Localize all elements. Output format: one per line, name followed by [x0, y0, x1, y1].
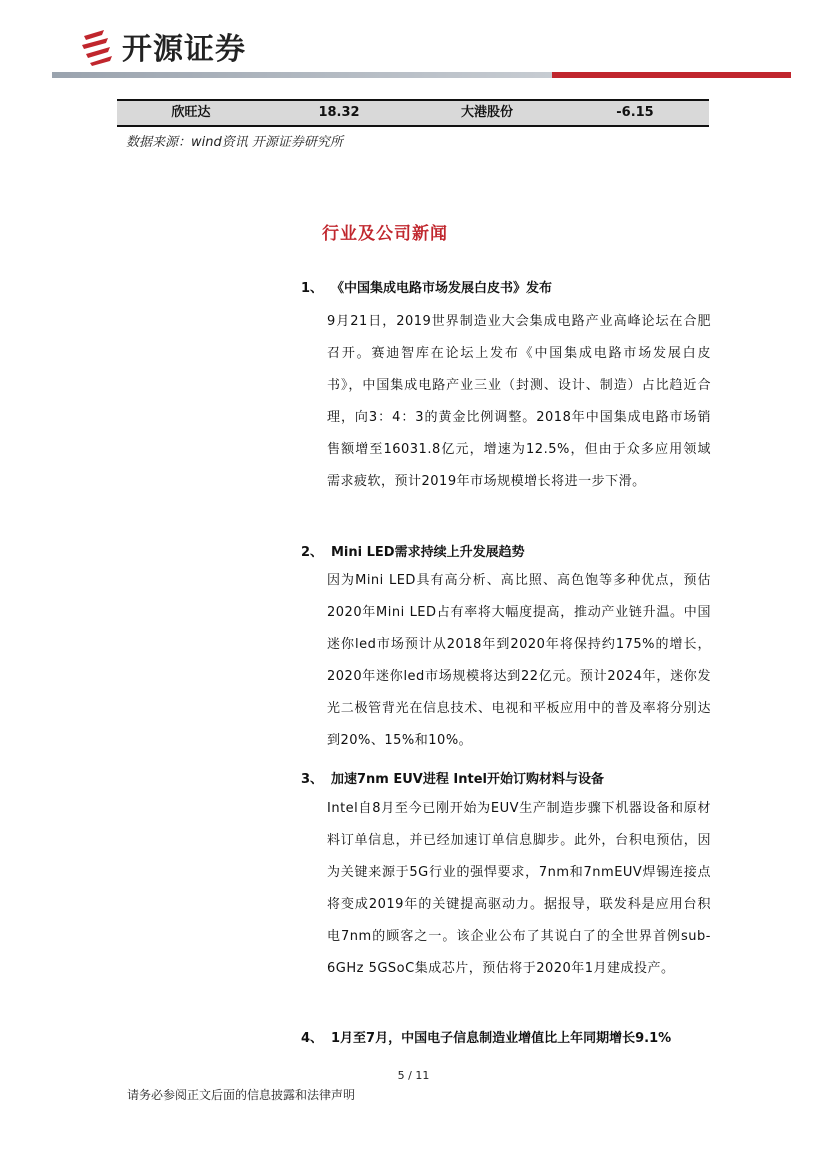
stock-table: [117, 99, 709, 127]
news-heading: [301, 768, 604, 787]
table-cell: 大港股份: [460, 105, 513, 120]
news-body: 9月21日，2019世界制造业大会集成电路产业高峰论坛在合肥召开。赛迪智库在论坛上发布《中国集成电路市场发展白皮书》，中国集成电路产业三业（封测、设计、制造）占比趋近合理，向3：4：3的黄金比例调整。2018年中国集成电路市场销售额增至16031.8亿元，增速为12.5%，但由于众多应用领域需求疲软，预计2019年市场规模增长将进一步下滑。: [327, 314, 711, 489]
news-title: 《中国集成电路市场发展白皮书》发布: [331, 281, 553, 296]
header-divider-gray: [52, 72, 552, 78]
brand-name: 开源证券: [122, 32, 246, 67]
news-heading: [301, 277, 552, 296]
news-title: 加速7nm EUV进程 Intel开始订购材料与设备: [331, 772, 604, 787]
table-cell: 欣旺达: [171, 105, 211, 120]
table-cell: -6.15: [616, 105, 654, 120]
news-number: 4、: [301, 1031, 324, 1046]
news-number: 1、: [301, 281, 324, 296]
brand-logo: [80, 26, 246, 66]
page-number: 5 / 11: [397, 1069, 430, 1082]
table-cell: 18.32: [318, 105, 360, 120]
news-body: 因为Mini LED具有高分析、高比照、高色饱等多种优点，预估2020年Mini LED占有率将大幅度提高，推动产业链升温。中国迷你led市场预计从2018年到2020年将保持约175%的增长，2020年迷你led市场规模将达到22亿元。预计2024年，迷你发光二极管背光在信息技术、电视和平板应用中的普及率将分别达到20%、15%和10%。: [327, 573, 711, 748]
data-source-note: 数据来源：wind资讯 开源证券研究所: [126, 135, 343, 150]
news-number: 2、: [301, 545, 324, 560]
news-number: 3、: [301, 772, 324, 787]
news-title: Mini LED需求持续上升发展趋势: [331, 545, 525, 560]
news-title: 1月至7月，中国电子信息制造业增值比上年同期增长9.1%: [331, 1031, 672, 1046]
news-body: Intel自8月至今已刚开始为EUV生产制造步骤下机器设备和原材料订单信息，并已经加速订单信息脚步。此外，台积电预估，因为关键来源于5G行业的强悍要求，7nm和7nmEUV焊锡连接点将变成2019年的关键提高驱动力。据报导，联发科是应用台积电7nm的顾客之一。该企业公布了其说白了的全世界首例sub-6GHz 5GSoC集成芯片，预估将于2020年1月建成投产。: [327, 801, 711, 976]
table-row: [117, 101, 709, 125]
kaiyuan-securities-logo-icon: [80, 26, 116, 66]
header-divider-red: [552, 72, 791, 78]
disclaimer-note: 请务必参阅正文后面的信息披露和法律声明: [127, 1088, 356, 1102]
news-heading: [301, 541, 525, 560]
section-title: 行业及公司新闻: [322, 224, 448, 244]
news-heading: [301, 1027, 671, 1046]
